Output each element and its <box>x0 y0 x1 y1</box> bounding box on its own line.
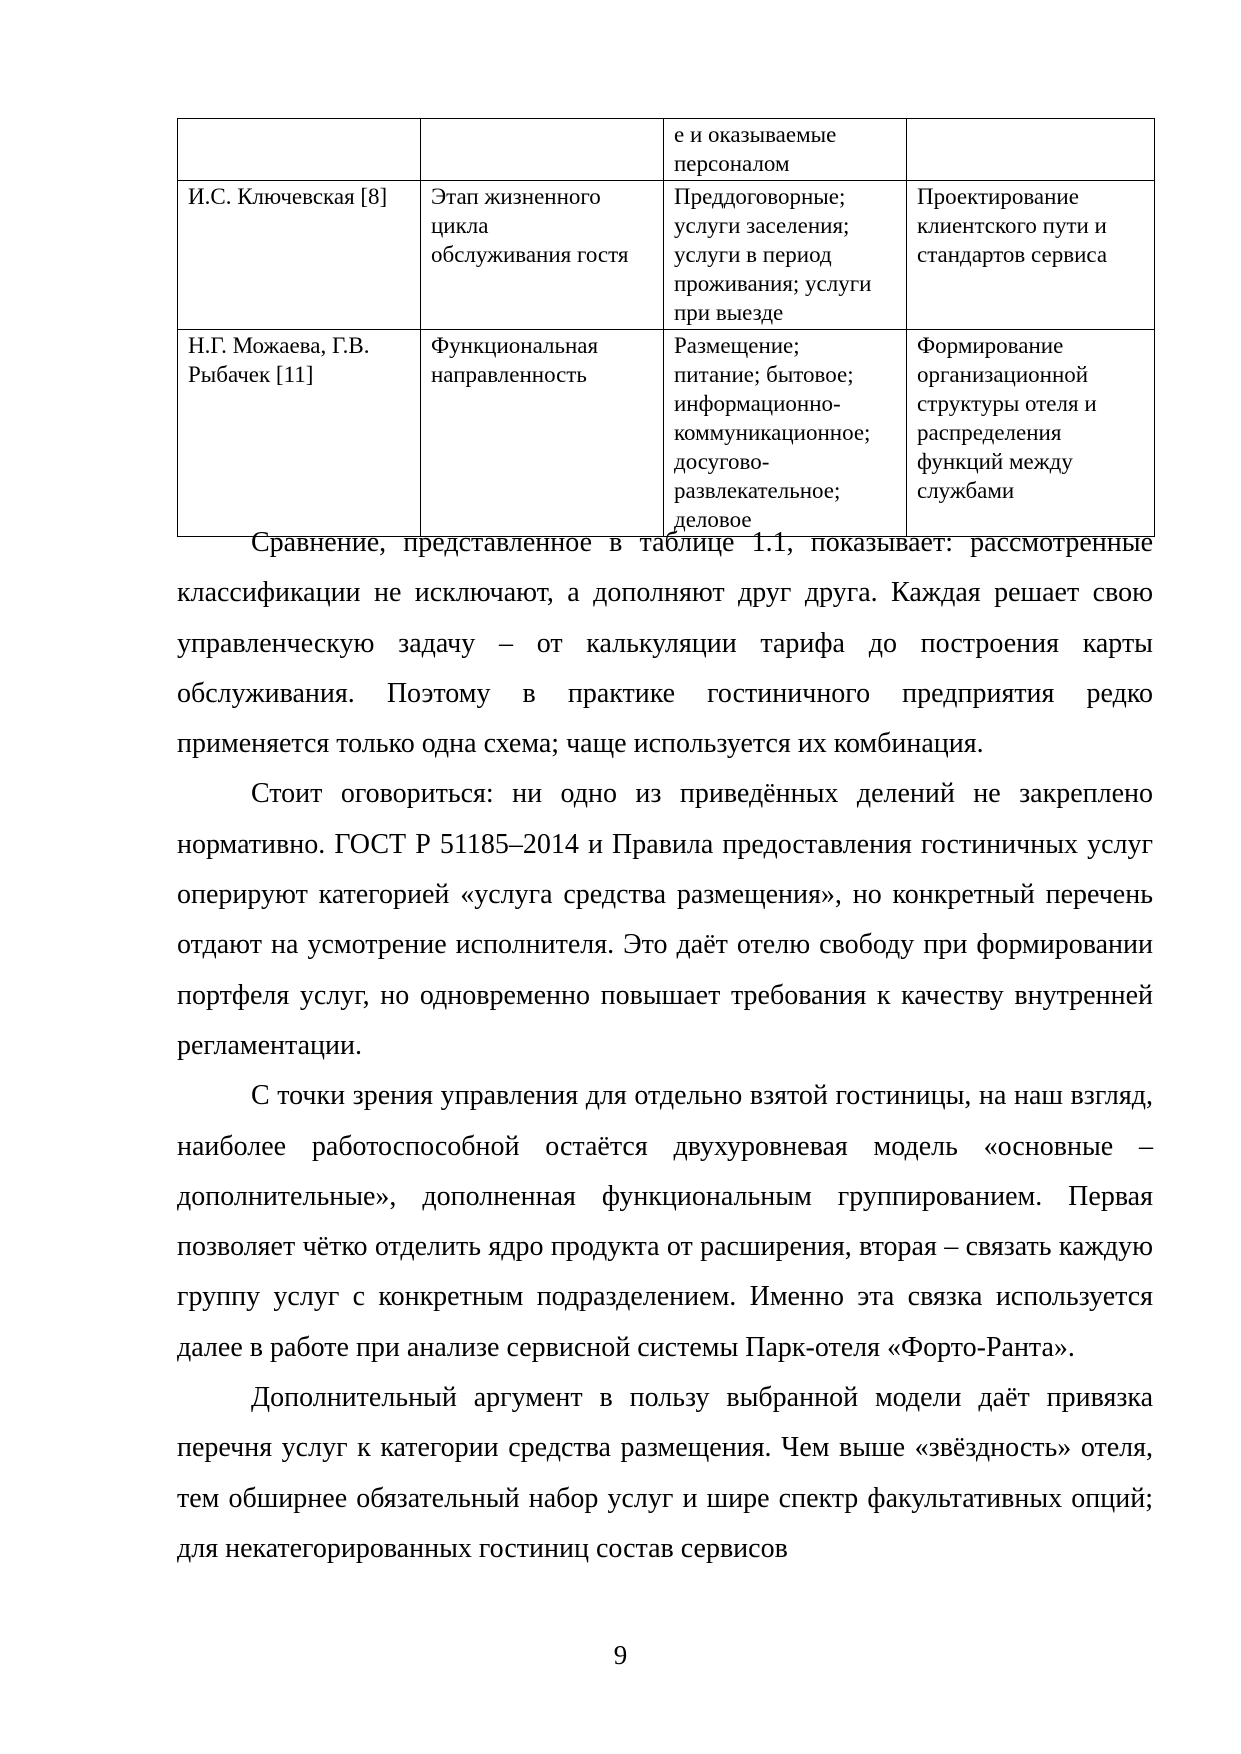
table-cell-line: питание; бытовое; <box>674 362 854 387</box>
table-cell <box>907 330 1155 537</box>
table-cell-line: услуги заселения; <box>674 213 850 238</box>
table-cell-line: И.С. Ключевская [8] <box>188 184 388 209</box>
body-text <box>177 518 1153 1574</box>
table-cell <box>178 119 421 181</box>
table-cell-line: направленность <box>431 362 587 387</box>
table-cell-line: службами <box>917 478 1015 503</box>
table-cell <box>664 181 907 330</box>
table-cell-line: Формирование <box>917 333 1064 358</box>
table-cell-line: Этап жизненного <box>431 184 601 209</box>
table-cell-line: досугово- <box>674 449 770 474</box>
table-cell-line: Рыбачек [11] <box>188 362 314 387</box>
table-cell-line: стандартов сервиса <box>917 242 1108 267</box>
table-cell <box>907 119 1155 181</box>
classification-table <box>177 118 1155 537</box>
table-cell-line: персоналом <box>674 151 790 176</box>
table-cell-line: деловое <box>674 507 752 532</box>
paragraph: Дополнительный аргумент в пользу выбранной модели даёт привязка перечня услуг к категории средства размещения. Чем выше «звёздность» отеля, тем обширнее обязательный набор услуг и шире спектр факультативных опций; для некатегорированных гостиниц состав сервисов <box>177 1382 1153 1564</box>
table-cell-line: при выезде <box>674 300 784 325</box>
table-cell-line: обслуживания гостя <box>431 242 629 267</box>
paragraph: С точки зрения управления для отдельно взятой гостиницы, на наш взгляд, наиболее работоспособной остаётся двухуровневая модель «основные – дополнительные», дополненная функциональным группированием. Первая позволяет чётко отделить ядро продукта от расширения, вторая – связать каждую группу услуг с конкретным подразделением. Именно эта связка используется далее в работе при анализе сервисной системы Парк-отеля «Форто-Ранта». <box>177 1080 1153 1363</box>
table-cell-line: коммуникационное; <box>674 420 871 445</box>
table-row <box>178 119 1155 181</box>
table-cell <box>664 330 907 537</box>
table-cell-line: е и оказываемые <box>674 122 837 147</box>
table-cell-line: Н.Г. Можаева, Г.В. <box>188 333 370 358</box>
table-cell-line: клиентского пути и <box>917 213 1107 238</box>
table-cell-line: услуги в период <box>674 242 832 267</box>
table-cell-line: организационной <box>917 362 1089 387</box>
paragraph: Сравнение, представленное в таблице 1.1, показывает: рассмотренные классификации не исключают, а дополняют друг друга. Каждая решает свою управленческую задачу – от калькуляции тарифа до построения карты обслуживания. Поэтому в практике гостиничного предприятия редко применяется только одна схема; чаще используется их комбинация. <box>177 527 1153 760</box>
table-row <box>178 330 1155 537</box>
table-cell-line: Преддоговорные; <box>674 184 846 209</box>
table-cell <box>421 181 664 330</box>
table-cell-line: Размещение; <box>674 333 800 358</box>
table-cell-line: информационно- <box>674 391 841 416</box>
table-cell <box>907 181 1155 330</box>
table-cell <box>664 119 907 181</box>
classification-table-body <box>178 119 1155 537</box>
table-cell <box>178 330 421 537</box>
table-cell <box>421 119 664 181</box>
table-cell <box>178 181 421 330</box>
table-cell-line: цикла <box>431 213 489 238</box>
table-cell-line: структуры отеля и <box>917 391 1097 416</box>
page-number: 9 <box>613 1640 628 1670</box>
table-cell-line: распределения <box>917 420 1062 445</box>
table-cell <box>421 330 664 537</box>
table-cell-line: Функциональная <box>431 333 599 358</box>
table-cell-line: развлекательное; <box>674 478 841 503</box>
table-cell-line: Проектирование <box>917 184 1079 209</box>
table-cell-line: функций между <box>917 449 1073 474</box>
table-cell-line: проживания; услуги <box>674 271 872 296</box>
table-row <box>178 181 1155 330</box>
paragraph: Стоит оговориться: ни одно из приведённых делений не закреплено нормативно. ГОСТ Р 51185–2014 и Правила предоставления гостиничных услуг оперируют категорией «услуга средства размещения», но конкретный перечень отдают на усмотрение исполнителя. Это даёт отелю свободу при формировании портфеля услуг, но одновременно повышает требования к качеству внутренней регламентации. <box>177 778 1153 1061</box>
